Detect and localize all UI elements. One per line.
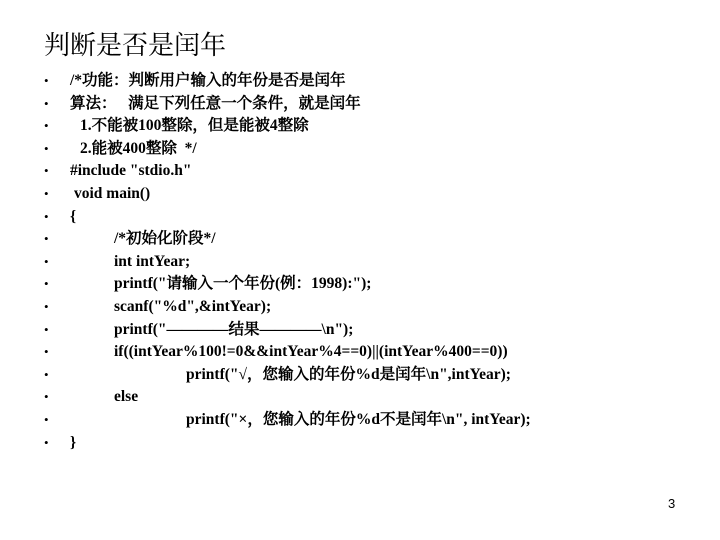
bullet-dot: • <box>44 411 49 427</box>
code-line: scanf("%d",&intYear); <box>114 297 272 315</box>
bullet-dot: • <box>44 298 49 314</box>
bullet-line-scanf <box>0 296 720 319</box>
bullet-dot: • <box>44 140 49 156</box>
code-line: { <box>70 207 77 225</box>
bullet-dot: • <box>44 366 49 382</box>
bullet-dot: • <box>44 163 49 179</box>
code-line: 1.不能被100整除，但是能被4整除 <box>80 117 309 135</box>
bullet-dot: • <box>44 185 49 201</box>
code-line: printf("————结果————\n"); <box>114 320 354 338</box>
code-line: else <box>114 388 139 406</box>
code-line: printf("请输入一个年份(例：1998):"); <box>114 275 372 293</box>
bullet-line-declare <box>0 251 720 274</box>
code-line: 算法： 满足下列任意一个条件，就是闰年 <box>70 94 361 112</box>
code-line: printf("√，您输入的年份%d是闰年\n",intYear); <box>186 365 511 383</box>
bullet-dot: • <box>44 231 49 247</box>
bullet-line-prompt <box>0 273 720 296</box>
bullet-line-open-brace <box>0 206 720 229</box>
bullet-dot: • <box>44 253 49 269</box>
bullet-line-main <box>0 183 720 206</box>
slide-title: 判断是否是闰年 <box>44 31 227 61</box>
bullet-line-condition-1 <box>0 115 720 138</box>
bullet-dot: • <box>44 389 49 405</box>
page-number: 3 <box>668 496 676 511</box>
code-line: /*功能：判断用户输入的年份是否是闰年 <box>70 72 346 89</box>
code-line: int intYear; <box>114 252 191 270</box>
bullet-line-condition-2 <box>0 138 720 161</box>
bullet-dot: • <box>44 73 49 88</box>
bullet-line-comment-header <box>0 70 720 93</box>
code-line: } <box>70 433 77 451</box>
bullet-dot: • <box>44 208 49 224</box>
bullet-line-algorithm <box>0 93 720 116</box>
bullet-line-result-header <box>0 319 720 342</box>
bullet-line-print-not-leap <box>0 409 720 432</box>
bullet-line-close-brace <box>0 432 720 455</box>
bullet-dot: • <box>44 118 49 134</box>
bullet-line-if <box>0 341 720 364</box>
bullet-dot: • <box>44 321 49 337</box>
code-line: if((intYear%100!=0&&intYear%4==0)||(intYear%400==0)) <box>114 343 508 361</box>
code-line: /*初始化阶段*/ <box>114 230 216 248</box>
code-line: void main() <box>74 184 151 202</box>
bullet-dot: • <box>44 95 49 111</box>
bullet-line-include <box>0 160 720 183</box>
bullet-dot: • <box>44 434 49 450</box>
code-line: #include "stdio.h" <box>70 162 192 180</box>
bullet-line-init-comment <box>0 228 720 251</box>
code-line: printf("×，您输入的年份%d不是闰年\n", intYear); <box>186 410 531 428</box>
code-bullet-list <box>0 70 720 454</box>
bullet-line-print-leap <box>0 364 720 387</box>
code-line: 2.能被400整除 */ <box>80 139 197 157</box>
bullet-dot: • <box>44 344 49 360</box>
bullet-line-else <box>0 386 720 409</box>
bullet-dot: • <box>44 276 49 292</box>
